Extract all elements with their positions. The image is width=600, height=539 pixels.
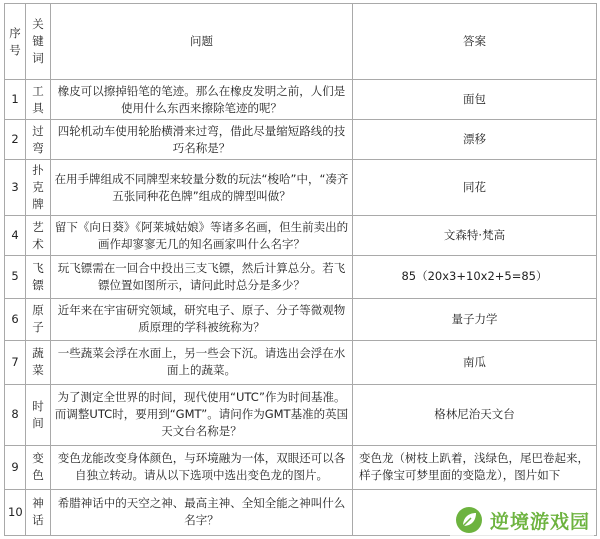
row-keyword: 时间: [26, 384, 51, 445]
row-question: 希腊神话中的天空之神、最高主神、全知全能之神叫什么名字？: [51, 489, 353, 535]
row-keyword: 艺术: [26, 216, 51, 256]
row-question: 四轮机动车使用轮胎横滑来过弯，借此尽量缩短路线的技巧名称是？: [51, 120, 353, 160]
header-answer: 答案: [353, 4, 597, 80]
row-num: 1: [5, 80, 26, 120]
row-num: 10: [5, 489, 26, 535]
table-row: [5, 340, 597, 384]
row-answer: 文森特·梵高: [353, 216, 597, 256]
row-keyword: 原子: [26, 298, 51, 340]
row-num: 8: [5, 384, 26, 445]
row-question: 玩飞镖需在一回合中投出三支飞镖，然后计算总分。若飞镖位置如图所示，请问此时总分是多少？: [51, 256, 353, 298]
row-keyword: 工具: [26, 80, 51, 120]
row-answer: 变色龙（树枝上趴着，浅绿色，尾巴卷起来，样子像宝可梦里面的变隐龙），图片如下: [353, 445, 597, 489]
row-question: 在用手牌组成不同牌型来较量分数的玩法“梭哈”中，“凑齐五张同种花色牌”组成的牌型叫做？: [51, 160, 353, 216]
row-num: 5: [5, 256, 26, 298]
header-question: 问题: [51, 4, 353, 80]
row-answer: 面包: [353, 80, 597, 120]
watermark: [450, 503, 594, 537]
row-question: 近年来在宇宙研究领域，研究电子、原子、分子等微观物质原理的学科被统称为？: [51, 298, 353, 340]
row-num: 9: [5, 445, 26, 489]
table-row: [5, 120, 597, 160]
table-row: [5, 445, 597, 489]
table-row: [5, 216, 597, 256]
table-header-row: [5, 4, 597, 80]
row-answer: 漂移: [353, 120, 597, 160]
row-keyword: 扑克牌: [26, 160, 51, 216]
row-question: 橡皮可以擦掉铅笔的笔迹。那么在橡皮发明之前，人们是使用什么东西来擦除笔迹的呢？: [51, 80, 353, 120]
header-num: 序号: [5, 4, 26, 80]
row-keyword: 飞镖: [26, 256, 51, 298]
row-keyword: 神话: [26, 489, 51, 535]
row-keyword: 蔬菜: [26, 340, 51, 384]
row-question: 为了测定全世界的时间，现代使用“UTC”作为时间基准。而调整UTC时，要用到“GMT”。请问作为GMT基准的英国天文台名称是？: [51, 384, 353, 445]
leaf-logo-icon: [454, 505, 484, 535]
table-row: [5, 80, 597, 120]
row-num: 6: [5, 298, 26, 340]
row-answer: 量子力学: [353, 298, 597, 340]
header-keyword: 关键词: [26, 4, 51, 80]
row-num: 7: [5, 340, 26, 384]
row-answer: 85（20x3+10x2+5=85）: [353, 256, 597, 298]
table-row: [5, 298, 597, 340]
watermark-text: 逆境游戏园: [489, 510, 590, 533]
row-keyword: 过弯: [26, 120, 51, 160]
quiz-table: [4, 3, 597, 536]
row-question: 变色龙能改变身体颜色，与环境融为一体，双眼还可以各自独立转动。请从以下选项中选出变色龙的图片。: [51, 445, 353, 489]
row-num: 3: [5, 160, 26, 216]
table-row: [5, 256, 597, 298]
row-answer: 格林尼治天文台: [353, 384, 597, 445]
row-num: 2: [5, 120, 26, 160]
row-num: 4: [5, 216, 26, 256]
row-keyword: 变色: [26, 445, 51, 489]
table-row: [5, 160, 597, 216]
row-question: 留下《向日葵》《阿莱城姑娘》等诸多名画，但生前卖出的画作却寥寥无几的知名画家叫什么名字？: [51, 216, 353, 256]
row-answer: 南瓜: [353, 340, 597, 384]
row-answer: 同花: [353, 160, 597, 216]
table-row: [5, 384, 597, 445]
row-question: 一些蔬菜会浮在水面上，另一些会下沉。请选出会浮在水面上的蔬菜。: [51, 340, 353, 384]
